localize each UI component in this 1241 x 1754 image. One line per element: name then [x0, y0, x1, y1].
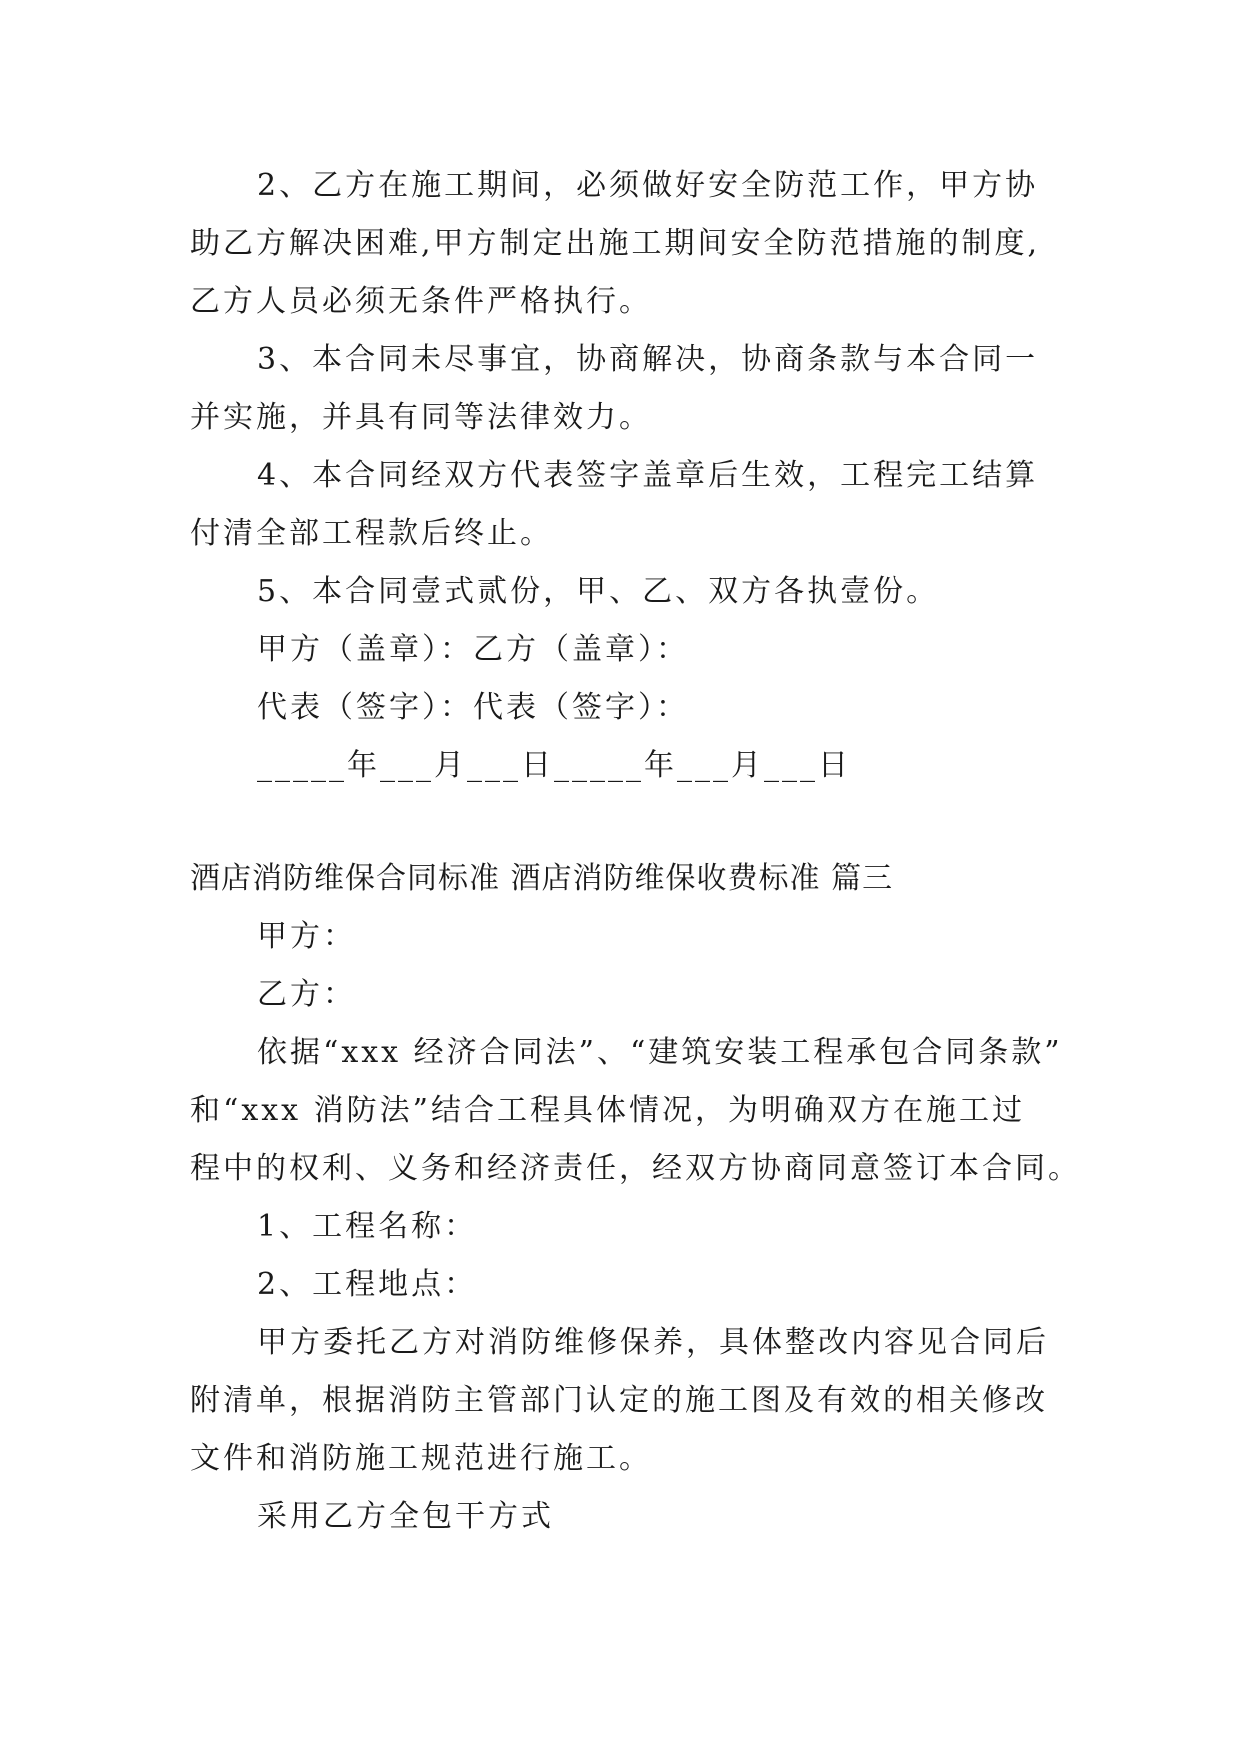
paragraph-line: 依据“xxx 经济合同法”、“建筑安装工程承包合同条款” [257, 1035, 1063, 1070]
signature-line: 甲方（盖章）：乙方（盖章）： [257, 632, 689, 667]
paragraph-line: 文件和消防施工规范进行施工。 [190, 1441, 652, 1476]
paragraph-line: 3、本合同未尽事宜，协商解决，协商条款与本合同一 [257, 342, 1039, 377]
project-name-line: 1、工程名称： [257, 1209, 478, 1244]
signature-line: 代表（签字）：代表（签字）： [257, 690, 689, 725]
paragraph-line: 4、本合同经双方代表签字盖章后生效，工程完工结算 [257, 458, 1039, 493]
party-b-line: 乙方： [257, 977, 356, 1012]
date-line: _____年___月___日_____年___月___日 [257, 748, 851, 783]
paragraph-line: 甲方委托乙方对消防维修保养，具体整改内容见合同后 [257, 1325, 1049, 1360]
paragraph-line: 5、本合同壹式贰份，甲、乙、双方各执壹份。 [257, 574, 940, 609]
paragraph-line: 采用乙方全包干方式 [257, 1499, 554, 1534]
paragraph-line: 2、乙方在施工期间，必须做好安全防范工作，甲方协 [257, 168, 1039, 203]
project-location-line: 2、工程地点： [257, 1267, 478, 1302]
paragraph-line: 助乙方解决困难,甲方制定出施工期间安全防范措施的制度, [190, 226, 1041, 261]
section-heading: 酒店消防维保合同标准 酒店消防维保收费标准 篇三 [190, 861, 894, 896]
party-a-line: 甲方： [257, 919, 356, 954]
paragraph-line: 付清全部工程款后终止。 [190, 516, 553, 551]
paragraph-line: 并实施，并具有同等法律效力。 [190, 400, 652, 435]
paragraph-line: 和“xxx 消防法”结合工程具体情况，为明确双方在施工过 [190, 1093, 1025, 1128]
paragraph-line: 乙方人员必须无条件严格执行。 [190, 284, 652, 319]
paragraph-line: 附清单，根据消防主管部门认定的施工图及有效的相关修改 [190, 1383, 1048, 1418]
paragraph-line: 程中的权利、义务和经济责任，经双方协商同意签订本合同。 [190, 1151, 1081, 1186]
